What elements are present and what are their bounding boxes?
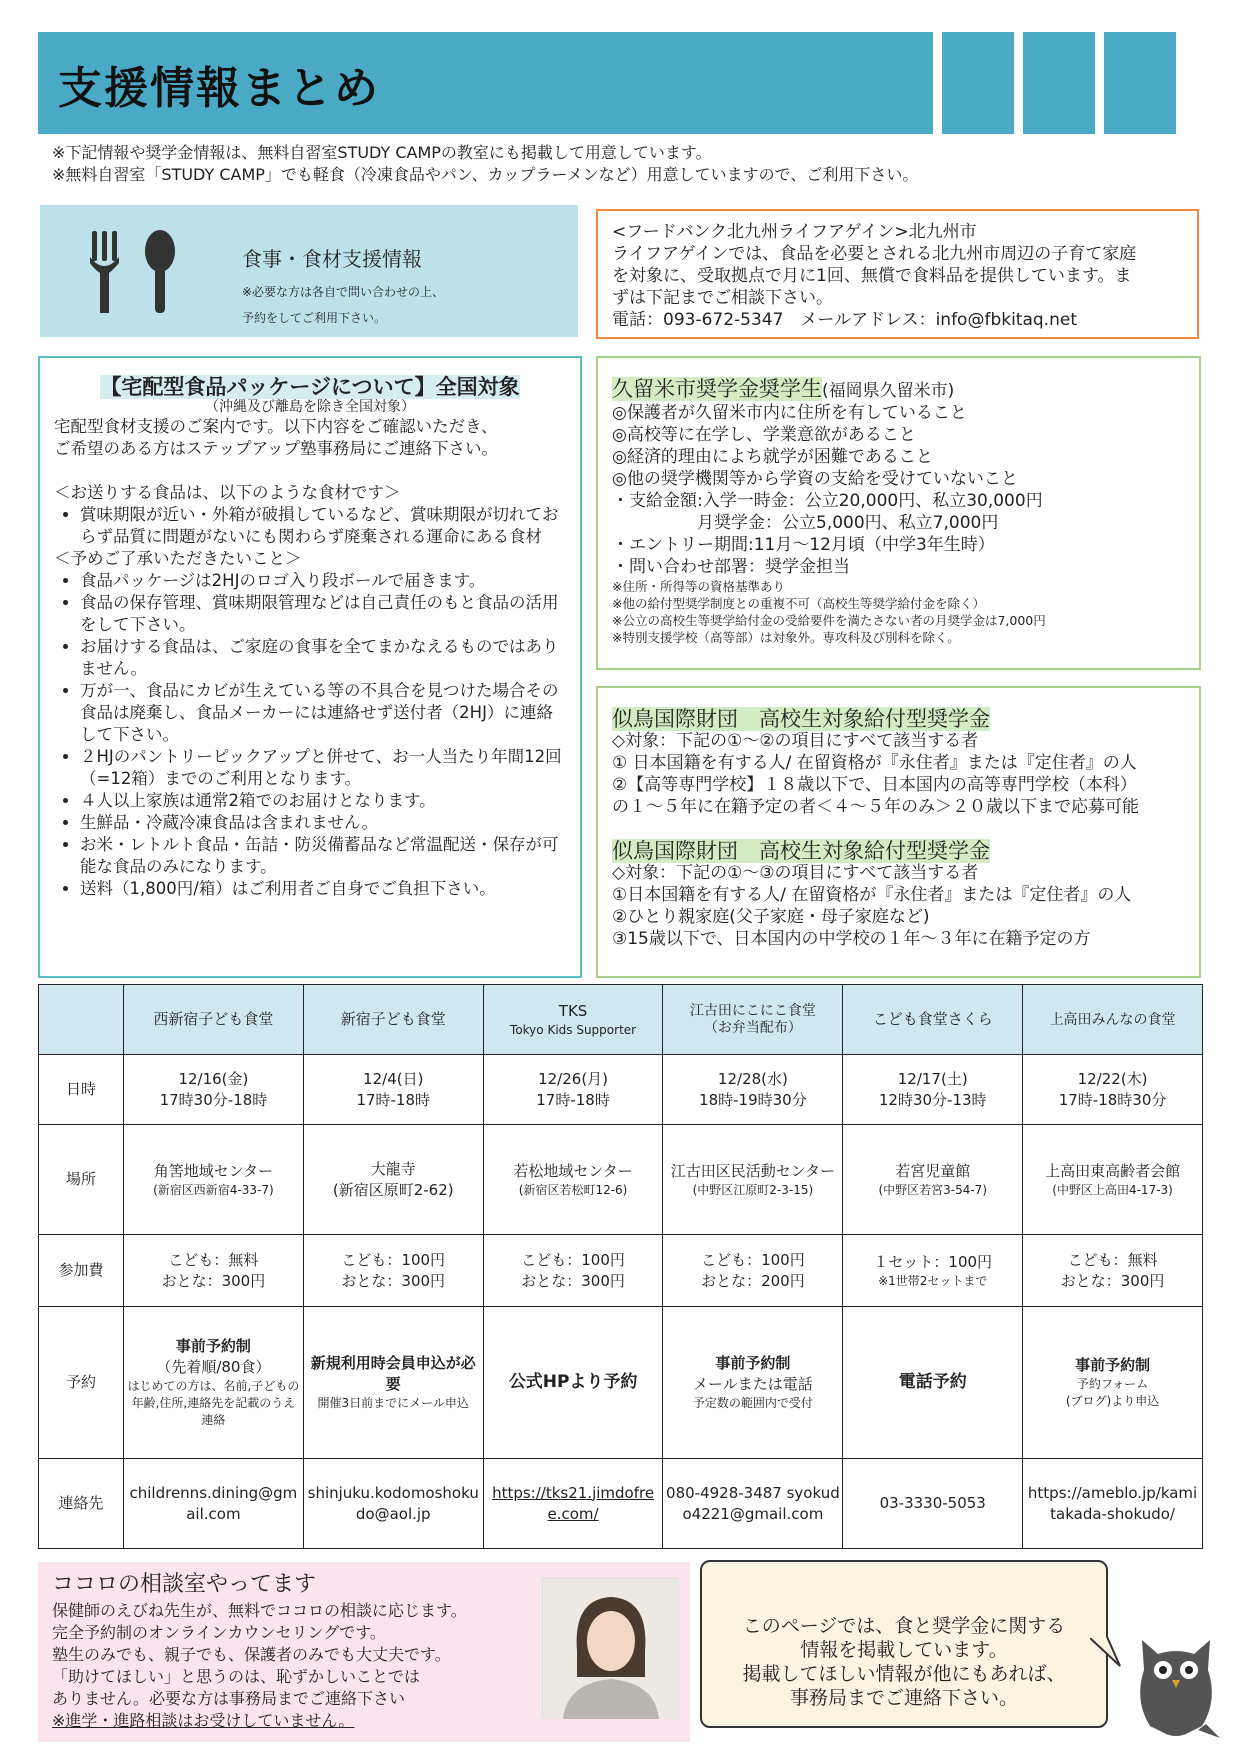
place-cell <box>124 1125 304 1235</box>
date-cell <box>1023 1055 1203 1125</box>
foodbank-title: <フードバンク北九州ライフアゲイン>北九州市 <box>612 222 977 242</box>
counseling-line: 完全予約制のオンラインカウンセリングです。 <box>52 1623 386 1642</box>
contact-link[interactable]: https://tks21.jimdofree.com/ <box>483 1459 663 1549</box>
fee-adult: おとな：300円 <box>521 1271 625 1290</box>
fee-set: １セット：100円 <box>873 1252 993 1271</box>
row-label: 予約 <box>39 1307 124 1459</box>
nitori-box <box>596 686 1201 978</box>
notes <box>52 142 918 186</box>
header-square <box>1104 32 1176 134</box>
kodomo-shokudo-table <box>38 984 1203 1549</box>
kurume-line: ・エントリー期間:11月～12月頃（中学3年生時） <box>612 535 995 555</box>
consent-item: • 食品パッケージは2HJのロゴ入り段ボールで届きます。 <box>80 570 566 592</box>
time: 17時-18時 <box>536 1090 610 1109</box>
place: 若松地域センター <box>513 1161 633 1180</box>
nitori-title: 似鳥国際財団 高校生対象給付型奨学金 <box>612 839 990 863</box>
foodbank-contact: 電話：093-672-5347 メールアドレス：info@fbkitaq.net <box>612 310 1077 330</box>
consent-item: • 食品の保存管理、賞味期限管理などは自己責任のもと食品の活用をして下さい。 <box>80 592 566 636</box>
address: (新宿区西新宿4-33-7) <box>153 1182 274 1197</box>
note-line: ※下記情報や奨学金情報は、無料自習室STUDY CAMPの教室にも掲載して用意しています。 <box>52 143 712 162</box>
foodbank-line: を対象に、受取拠点で月に1回、無償で食料品を提供しています。ま <box>612 266 1132 286</box>
nitori-line: ①日本国籍を有する人/ 在留資格が『永住者』または『定住者』の人 <box>612 885 1132 905</box>
kurume-title-sub: (福岡県久留米市) <box>822 381 955 401</box>
foodbank-line: ライフアゲインでは、食品を必要とされる北九州市周辺の子育て家庭 <box>612 244 1137 264</box>
date: 12/17(土) <box>897 1069 968 1088</box>
nitori-line: ◇対象：下記の①～②の項目にすべて該当する者 <box>612 731 979 751</box>
bubble-line: 掲載してほしい情報が他にもあれば、 <box>742 1663 1066 1685</box>
counseling-title: ココロの相談室やってます <box>52 1572 317 1597</box>
consent-item: • ４人以上家族は通常2箱でのお届けとなります。 <box>80 790 566 812</box>
col-header <box>1023 985 1203 1055</box>
place: 若宮児童館 <box>895 1161 971 1180</box>
kurume-line: 月奨学金：公立5,000円、私立7,000円 <box>612 513 999 533</box>
nitori-line: ① 日本国籍を有する人/ 在留資格が『永住者』または『定住者』の人 <box>612 753 1137 773</box>
time: 18時-19時30分 <box>699 1090 807 1109</box>
reservation-cell <box>1023 1307 1203 1459</box>
time: 17時-18時30分 <box>1058 1090 1167 1109</box>
reservation-sub: （先着順/80食） <box>156 1358 271 1376</box>
fee-child: こども：100円 <box>521 1250 625 1269</box>
counseling-line: 保健師のえびね先生が、無料でココロの相談に応じます。 <box>52 1601 467 1620</box>
kurume-box <box>596 356 1201 670</box>
header-square <box>942 32 1014 134</box>
consent-item: • お届けする食品は、ご家庭の食事を全てまかなえるものではありません。 <box>80 636 566 680</box>
col-name: TKS <box>558 1001 588 1020</box>
note-line: ※無料自習室「STUDY CAMP」でも軽食（冷凍食品やパン、カップラーメンなど）用意していますので、ご利用下さい。 <box>52 165 919 184</box>
reservation-main: 事前予約制 <box>715 1354 791 1372</box>
bubble-line: 情報を掲載しています。 <box>800 1639 1008 1661</box>
food-support-title: 食事・食材支援情報 <box>242 247 422 271</box>
address: (中野区若宮3-54-7) <box>878 1182 988 1197</box>
date-cell <box>303 1055 483 1125</box>
consent-item: • 送料（1,800円/箱）はご利用者ご自身でご負担下さい。 <box>80 878 566 900</box>
kurume-line: ◎他の奨学機関等から学資の支給を受けていないこと <box>612 469 1018 489</box>
row-label: 連絡先 <box>39 1459 124 1549</box>
package-box <box>38 356 582 978</box>
counselor-photo <box>542 1578 678 1718</box>
reservation-sub: メールまたは電話 <box>693 1375 813 1393</box>
counseling-line: ありません。必要な方は事務局までご連絡下さい <box>52 1689 405 1708</box>
date-cell <box>124 1055 304 1125</box>
reservation-cell <box>483 1307 663 1459</box>
reservation-main: 事前予約制 <box>1075 1356 1151 1374</box>
fee-child: こども：100円 <box>341 1250 446 1269</box>
col-name-sub: Tokyo Kids Supporter <box>510 1022 637 1037</box>
place-cell <box>663 1125 843 1235</box>
fee-cell <box>303 1235 483 1307</box>
counseling-line: 「助けてほしい」と思うのは、恥ずかしいことでは <box>52 1667 421 1686</box>
address: (中野区江原町2-3-15) <box>692 1182 814 1197</box>
reservation-cell <box>843 1307 1023 1459</box>
col-header <box>843 985 1023 1055</box>
reservation-note: はじめての方は、名前,子どもの年齢,住所,連絡先を記載のうえ連絡 <box>127 1379 300 1427</box>
col-header <box>124 985 304 1055</box>
date: 12/26(月) <box>538 1069 609 1088</box>
row-label: 日時 <box>39 1055 124 1125</box>
nitori-title: 似鳥国際財団 高校生対象給付型奨学金 <box>612 707 990 731</box>
row-label: 場所 <box>39 1125 124 1235</box>
food-support-note-1: ※必要な方は各自で問い合わせの上、 <box>242 285 445 299</box>
table-row <box>39 1307 1203 1459</box>
food-item: • 賞味期限が近い・外箱が破損しているなど、賞味期限が切れておらず品質に問題がないにも関わらず廃棄される運命にある食材 <box>80 504 566 548</box>
kurume-line: ◎経済的理由によち就学が困難であること <box>612 447 933 467</box>
nitori-line: ③15歳以下で、日本国内の中学校の１年～３年に在籍予定の方 <box>612 929 1091 949</box>
place: 上高田東高齢者会館 <box>1045 1161 1181 1180</box>
corner-cell <box>39 985 124 1055</box>
reservation-cell <box>124 1307 304 1459</box>
reservation-note: 開催3日前までにメール申込 <box>317 1396 469 1410</box>
fee-cell <box>1023 1235 1203 1307</box>
fee-adult: おとな：300円 <box>1060 1271 1165 1290</box>
contact-cell: shinjuku.kodomoshokudo@aol.jp <box>303 1459 483 1549</box>
table-row <box>39 1459 1203 1549</box>
fee-adult: おとな：300円 <box>161 1271 266 1290</box>
contact-cell: 03-3330-5053 <box>843 1459 1023 1549</box>
date: 12/22(木) <box>1077 1069 1148 1088</box>
kurume-line: ◎高校等に在学し、学業意欲があること <box>612 425 916 445</box>
consent-item: • ２HJのパントリーピックアップと併せて、お一人当たり年間12回（=12箱）までのご利用となります。 <box>80 746 566 790</box>
reservation-main: 事前予約制 <box>175 1337 251 1355</box>
foodbank-line: ずは下記までご相談下さい。 <box>612 288 833 308</box>
reservation-note: (ブログ)より申込 <box>1065 1394 1160 1408</box>
fee-child: こども：100円 <box>701 1250 805 1269</box>
foodbank-box <box>596 209 1199 339</box>
col-header <box>483 985 663 1055</box>
counseling-note: ※進学・進路相談はお受けしていません。 <box>52 1711 355 1730</box>
place: 江古田区民活動センター <box>670 1161 836 1180</box>
reservation-cell <box>663 1307 843 1459</box>
kurume-note: ※住所・所得等の資格基準あり <box>612 579 785 594</box>
date-cell <box>843 1055 1023 1125</box>
header-square <box>1023 32 1095 134</box>
owl-icon <box>1128 1630 1224 1740</box>
food-support-note <box>242 279 444 331</box>
address: (新宿区原町2-62) <box>332 1180 454 1199</box>
col-name-sub: （お弁当配布） <box>703 1019 802 1036</box>
place-cell <box>843 1125 1023 1235</box>
nitori-line: ②ひとり親家庭(父子家庭・母子家庭など) <box>612 907 930 927</box>
foods-heading: ＜お送りする食品は、以下のような食材です＞ <box>54 483 401 502</box>
counseling-line: 塾生のみでも、親子でも、保護者のみでも大丈夫です。 <box>52 1645 451 1664</box>
header-bar <box>38 32 933 134</box>
bubble-tail <box>1090 1630 1130 1670</box>
table-row <box>39 1055 1203 1125</box>
fee-cell <box>663 1235 843 1307</box>
address: (新宿区若松町12-6) <box>518 1182 628 1197</box>
reservation-cell <box>303 1307 483 1459</box>
row-label: 参加費 <box>39 1235 124 1307</box>
consent-item: • 生鮮品・冷蔵冷凍食品は含まれません。 <box>80 812 566 834</box>
fee-cell <box>843 1235 1023 1307</box>
fee-cell <box>483 1235 663 1307</box>
col-name: 西新宿子ども食堂 <box>153 1010 274 1028</box>
col-name: 新宿子ども食堂 <box>340 1010 446 1028</box>
kurume-line: ・問い合わせ部署：奨学金担当 <box>612 557 850 577</box>
col-header <box>303 985 483 1055</box>
date: 12/28(水) <box>717 1069 788 1088</box>
table-row <box>39 1235 1203 1307</box>
col-header <box>663 985 843 1055</box>
address: (中野区上高田4-17-3) <box>1052 1182 1173 1197</box>
kurume-line: ◎保護者が久留米市内に住所を有していること <box>612 403 967 423</box>
package-intro: ご希望のある方はステップアップ塾事務局にご連絡下さい。 <box>54 439 499 458</box>
date: 12/16(金) <box>178 1069 249 1088</box>
time: 17時-18時 <box>356 1090 431 1109</box>
place-cell <box>483 1125 663 1235</box>
reservation-main: 新規利用時会員申込が必要 <box>310 1354 476 1393</box>
reservation-main: 電話予約 <box>898 1372 967 1392</box>
time: 12時30分-13時 <box>878 1090 987 1109</box>
nitori-line: ②【高等専門学校】１８歳以下で、日本国内の高等専門学校（本科） <box>612 775 1137 795</box>
food-support-box <box>40 205 578 337</box>
col-name: こども食堂さくら <box>872 1010 993 1028</box>
page-title: 支援情報まとめ <box>58 63 380 114</box>
table-header-row <box>39 985 1203 1055</box>
place: 角筈地域センター <box>153 1161 274 1180</box>
person-image <box>543 1579 679 1719</box>
kurume-title: 久留米市奨学金奨学生 <box>612 377 822 401</box>
fee-child: こども：無料 <box>168 1250 259 1269</box>
kurume-note: ※特別支援学校（高等部）は対象外。専攻科及び別科を除く。 <box>612 630 960 645</box>
place-cell <box>1023 1125 1203 1235</box>
date-cell <box>663 1055 843 1125</box>
bubble-line: このページでは、食と奨学金に関する <box>742 1615 1066 1637</box>
contact-link[interactable]: https://ameblo.jp/kamitakada-shokudo/ <box>1023 1459 1203 1549</box>
bubble-line: 事務局までご連絡下さい。 <box>789 1687 1018 1709</box>
food-support-note-2: 予約をしてご利用下さい。 <box>242 311 387 325</box>
reservation-note: 予定数の範囲内で受付 <box>692 1396 813 1410</box>
kurume-line: ・支給金額:入学一時金：公立20,000円、私立30,000円 <box>612 491 1043 511</box>
package-title: 【宅配型食品パッケージについて】全国対象 <box>100 375 520 399</box>
package-subtitle: （沖縄及び離島を除き全国対象） <box>205 399 415 415</box>
fee-note: ※1世帯2セットまで <box>878 1273 988 1288</box>
contact-cell: childrenns.dining@gmail.com <box>124 1459 304 1549</box>
reservation-sub: 予約フォーム <box>1076 1377 1149 1391</box>
package-intro: 宅配型食材支援のご案内です。以下内容をご確認いただき、 <box>54 417 498 436</box>
reservation-main: 公式HPより予約 <box>508 1372 638 1392</box>
date: 12/4(日) <box>363 1069 424 1088</box>
col-name: 上高田みんなの食堂 <box>1049 1011 1176 1028</box>
nitori-line: の１～５年に在籍予定の者＜４～５年のみ＞２０歳以下まで応募可能 <box>612 797 1139 817</box>
date-cell <box>483 1055 663 1125</box>
contact-cell: 080-4928-3487 syokudo4221@gmail.com <box>663 1459 843 1549</box>
fee-child: こども：無料 <box>1067 1250 1158 1269</box>
consent-heading: ＜予めご了承いただきたいこと＞ <box>54 549 302 568</box>
nitori-line: ◇対象：下記の①～③の項目にすべて該当する者 <box>612 863 979 883</box>
table-row <box>39 1125 1203 1235</box>
consent-item: • 万が一、食品にカビが生えている等の不具合を見つけた場合その食品は廃棄し、食品メーカーには連絡せず送付者（2HJ）に連絡して下さい。 <box>80 680 566 746</box>
fork-spoon-icon <box>88 229 200 315</box>
fee-cell <box>124 1235 304 1307</box>
place: 大龍寺 <box>370 1159 416 1178</box>
time: 17時30分-18時 <box>159 1090 268 1109</box>
consent-item: • お米・レトルト食品・缶詰・防災備蓄品など常温配送・保存が可能な食品のみになります。 <box>80 834 566 878</box>
kurume-note: ※公立の高校生等奨学給付金の受給要件を満たさない者の月奨学金は7,000円 <box>612 613 1046 628</box>
place-cell <box>303 1125 483 1235</box>
fee-adult: おとな：300円 <box>341 1271 446 1290</box>
fee-adult: おとな：200円 <box>701 1271 805 1290</box>
col-name: 江古田にこにこ食堂 <box>689 1002 816 1019</box>
info-bubble <box>700 1560 1108 1728</box>
kurume-note: ※他の給付型奨学制度との重複不可（高校生等奨学給付金を除く） <box>612 596 985 611</box>
